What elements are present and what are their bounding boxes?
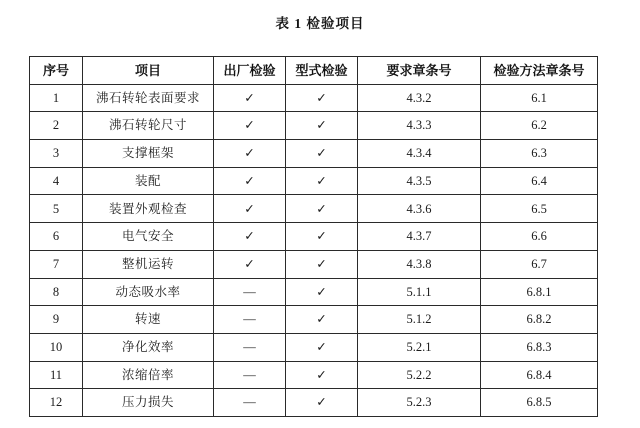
cell-type-check: ✓	[286, 112, 358, 140]
cell-type-check: ✓	[286, 250, 358, 278]
table-body	[30, 84, 598, 416]
cell-item: 沸石转轮尺寸	[83, 112, 214, 140]
cell-seq-no: 7	[30, 250, 83, 278]
cell-seq-no: 6	[30, 223, 83, 251]
cell-seq-no: 12	[30, 389, 83, 417]
cell-method-clause: 6.8.5	[481, 389, 598, 417]
table-row	[30, 140, 598, 168]
cell-factory-check: —	[214, 306, 286, 334]
cell-req-clause: 4.3.3	[358, 112, 481, 140]
cell-factory-check: ✓	[214, 112, 286, 140]
cell-factory-check: —	[214, 361, 286, 389]
cell-method-clause: 6.3	[481, 140, 598, 168]
header-factory-check: 出厂检验	[214, 57, 286, 85]
cell-method-clause: 6.8.3	[481, 333, 598, 361]
header-seq-no: 序号	[30, 57, 83, 85]
cell-factory-check: —	[214, 389, 286, 417]
cell-item: 浓缩倍率	[83, 361, 214, 389]
cell-item: 装配	[83, 167, 214, 195]
table-row	[30, 167, 598, 195]
cell-method-clause: 6.5	[481, 195, 598, 223]
cell-item: 支撑框架	[83, 140, 214, 168]
cell-type-check: ✓	[286, 306, 358, 334]
cell-factory-check: —	[214, 278, 286, 306]
cell-seq-no: 2	[30, 112, 83, 140]
table-row	[30, 112, 598, 140]
cell-method-clause: 6.1	[481, 84, 598, 112]
cell-factory-check: ✓	[214, 250, 286, 278]
header-method-clause: 检验方法章条号	[481, 57, 598, 85]
cell-item: 转速	[83, 306, 214, 334]
cell-seq-no: 5	[30, 195, 83, 223]
cell-type-check: ✓	[286, 195, 358, 223]
cell-item: 电气安全	[83, 223, 214, 251]
cell-seq-no: 4	[30, 167, 83, 195]
cell-req-clause: 4.3.6	[358, 195, 481, 223]
cell-type-check: ✓	[286, 140, 358, 168]
cell-item: 动态吸水率	[83, 278, 214, 306]
cell-method-clause: 6.8.2	[481, 306, 598, 334]
inspection-items-table	[29, 56, 598, 417]
cell-type-check: ✓	[286, 389, 358, 417]
table-row	[30, 195, 598, 223]
cell-factory-check: ✓	[214, 223, 286, 251]
cell-factory-check: ✓	[214, 195, 286, 223]
cell-method-clause: 6.7	[481, 250, 598, 278]
cell-type-check: ✓	[286, 223, 358, 251]
cell-method-clause: 6.6	[481, 223, 598, 251]
cell-seq-no: 3	[30, 140, 83, 168]
table-row	[30, 361, 598, 389]
cell-seq-no: 10	[30, 333, 83, 361]
cell-req-clause: 4.3.8	[358, 250, 481, 278]
cell-method-clause: 6.2	[481, 112, 598, 140]
cell-req-clause: 5.1.2	[358, 306, 481, 334]
cell-req-clause: 5.2.3	[358, 389, 481, 417]
cell-type-check: ✓	[286, 167, 358, 195]
table-row	[30, 333, 598, 361]
cell-item: 压力损失	[83, 389, 214, 417]
cell-seq-no: 8	[30, 278, 83, 306]
cell-req-clause: 4.3.2	[358, 84, 481, 112]
cell-seq-no: 9	[30, 306, 83, 334]
header-type-check: 型式检验	[286, 57, 358, 85]
table-row	[30, 250, 598, 278]
cell-type-check: ✓	[286, 333, 358, 361]
cell-factory-check: —	[214, 333, 286, 361]
cell-method-clause: 6.8.1	[481, 278, 598, 306]
cell-item: 装置外观检查	[83, 195, 214, 223]
table-row	[30, 278, 598, 306]
cell-type-check: ✓	[286, 278, 358, 306]
cell-req-clause: 5.2.1	[358, 333, 481, 361]
cell-item: 整机运转	[83, 250, 214, 278]
table-row	[30, 223, 598, 251]
cell-req-clause: 4.3.5	[358, 167, 481, 195]
cell-item: 沸石转轮表面要求	[83, 84, 214, 112]
header-item: 项目	[83, 57, 214, 85]
table-row	[30, 389, 598, 417]
cell-seq-no: 1	[30, 84, 83, 112]
cell-factory-check: ✓	[214, 140, 286, 168]
header-req-clause: 要求章条号	[358, 57, 481, 85]
cell-method-clause: 6.4	[481, 167, 598, 195]
cell-type-check: ✓	[286, 361, 358, 389]
cell-factory-check: ✓	[214, 84, 286, 112]
cell-req-clause: 5.2.2	[358, 361, 481, 389]
table-header-row	[30, 57, 598, 85]
cell-type-check: ✓	[286, 84, 358, 112]
cell-req-clause: 4.3.7	[358, 223, 481, 251]
cell-method-clause: 6.8.4	[481, 361, 598, 389]
cell-req-clause: 4.3.4	[358, 140, 481, 168]
cell-req-clause: 5.1.1	[358, 278, 481, 306]
cell-item: 净化效率	[83, 333, 214, 361]
table-caption: 表 1 检验项目	[275, 16, 365, 31]
cell-seq-no: 11	[30, 361, 83, 389]
table-row	[30, 306, 598, 334]
table-row	[30, 84, 598, 112]
cell-factory-check: ✓	[214, 167, 286, 195]
